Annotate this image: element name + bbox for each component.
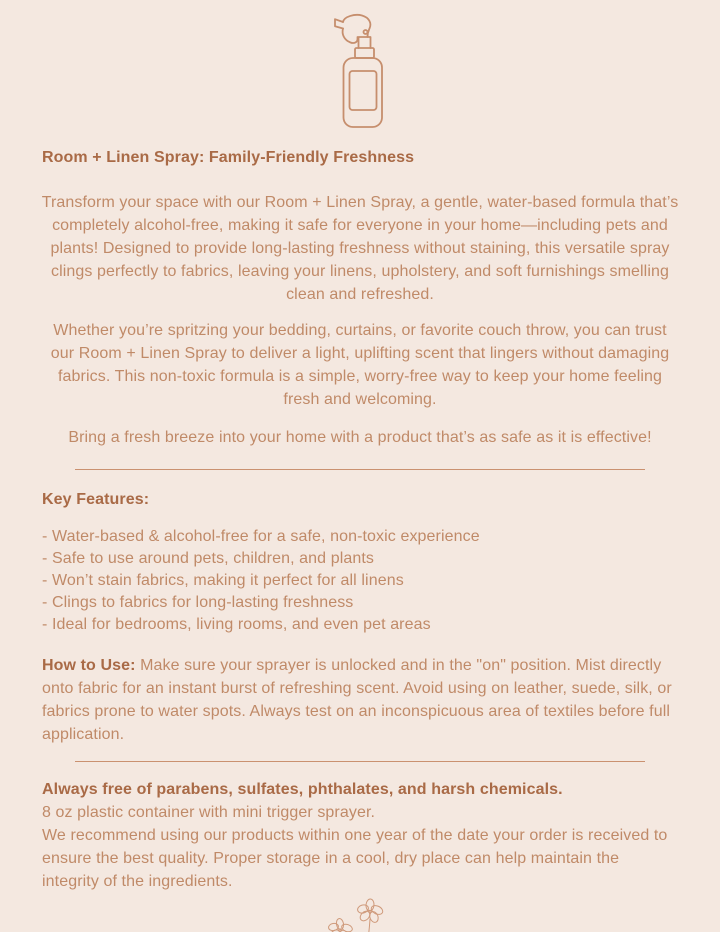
- feature-item: - Ideal for bedrooms, living rooms, and even pet areas: [42, 616, 431, 633]
- flowers-icon: [322, 898, 398, 932]
- spray-bottle-icon: [331, 13, 389, 129]
- container-size-line: 8 oz plastic container with mini trigger sprayer.: [42, 804, 376, 821]
- how-to-use-paragraph: [42, 654, 678, 746]
- divider-top: [75, 469, 645, 470]
- intro-paragraph-3: Bring a fresh breeze into your home with a product that’s as safe as it is effective!: [68, 429, 652, 446]
- intro-paragraph-1: Transform your space with our Room + Linen Spray, a gentle, water-based formula that’s completely alcohol-free, making it safe for everyone in your home—including pets and plants! Designed to provide long-lasting freshness without staining, this versatile spray clings perfectly to fabrics, leaving your linens, upholstery, and soft furnishings smelling clean and refreshed.: [41, 194, 679, 303]
- feature-item: - Water-based & alcohol-free for a safe, non-toxic experience: [42, 528, 480, 545]
- intro-paragraph-2: Whether you’re spritzing your bedding, curtains, or favorite couch throw, you can trust our Room + Linen Spray to deliver a light, uplifting scent that lingers without damaging fabrics. This non-toxic formula is a simple, worry-free way to keep your home feeling fresh and welcoming.: [50, 322, 670, 408]
- how-to-use-text: Make sure your sprayer is unlocked and in the "on" position. Mist directly onto fabric for an instant burst of refreshing scent. Avoid using on leather, suede, silk, or fabrics prone to water spots. Always test on an inconspicuous area of textiles before full application.: [42, 657, 672, 743]
- feature-item: - Won’t stain fabrics, making it perfect for all linens: [42, 572, 404, 589]
- free-of-chemicals-line: Always free of parabens, sulfates, phthalates, and harsh chemicals.: [42, 781, 563, 798]
- storage-recommendation: We recommend using our products within one year of the date your order is received to ensure the best quality. Proper storage in a cool, dry place can help maintain the integrity of the ingredients.: [42, 827, 668, 890]
- key-features-list: [42, 526, 678, 636]
- spray-bottle-illustration: [0, 0, 720, 136]
- key-features-heading: Key Features:: [42, 491, 150, 508]
- feature-item: - Safe to use around pets, children, and plants: [42, 550, 375, 567]
- flowers-illustration: [0, 898, 720, 932]
- how-to-use-label: How to Use:: [42, 657, 136, 674]
- feature-item: - Clings to fabrics for long-lasting freshness: [42, 594, 354, 611]
- footer-info: [42, 778, 678, 893]
- divider-bottom: [75, 761, 645, 762]
- page-title: Room + Linen Spray: Family-Friendly Freshness: [42, 149, 415, 166]
